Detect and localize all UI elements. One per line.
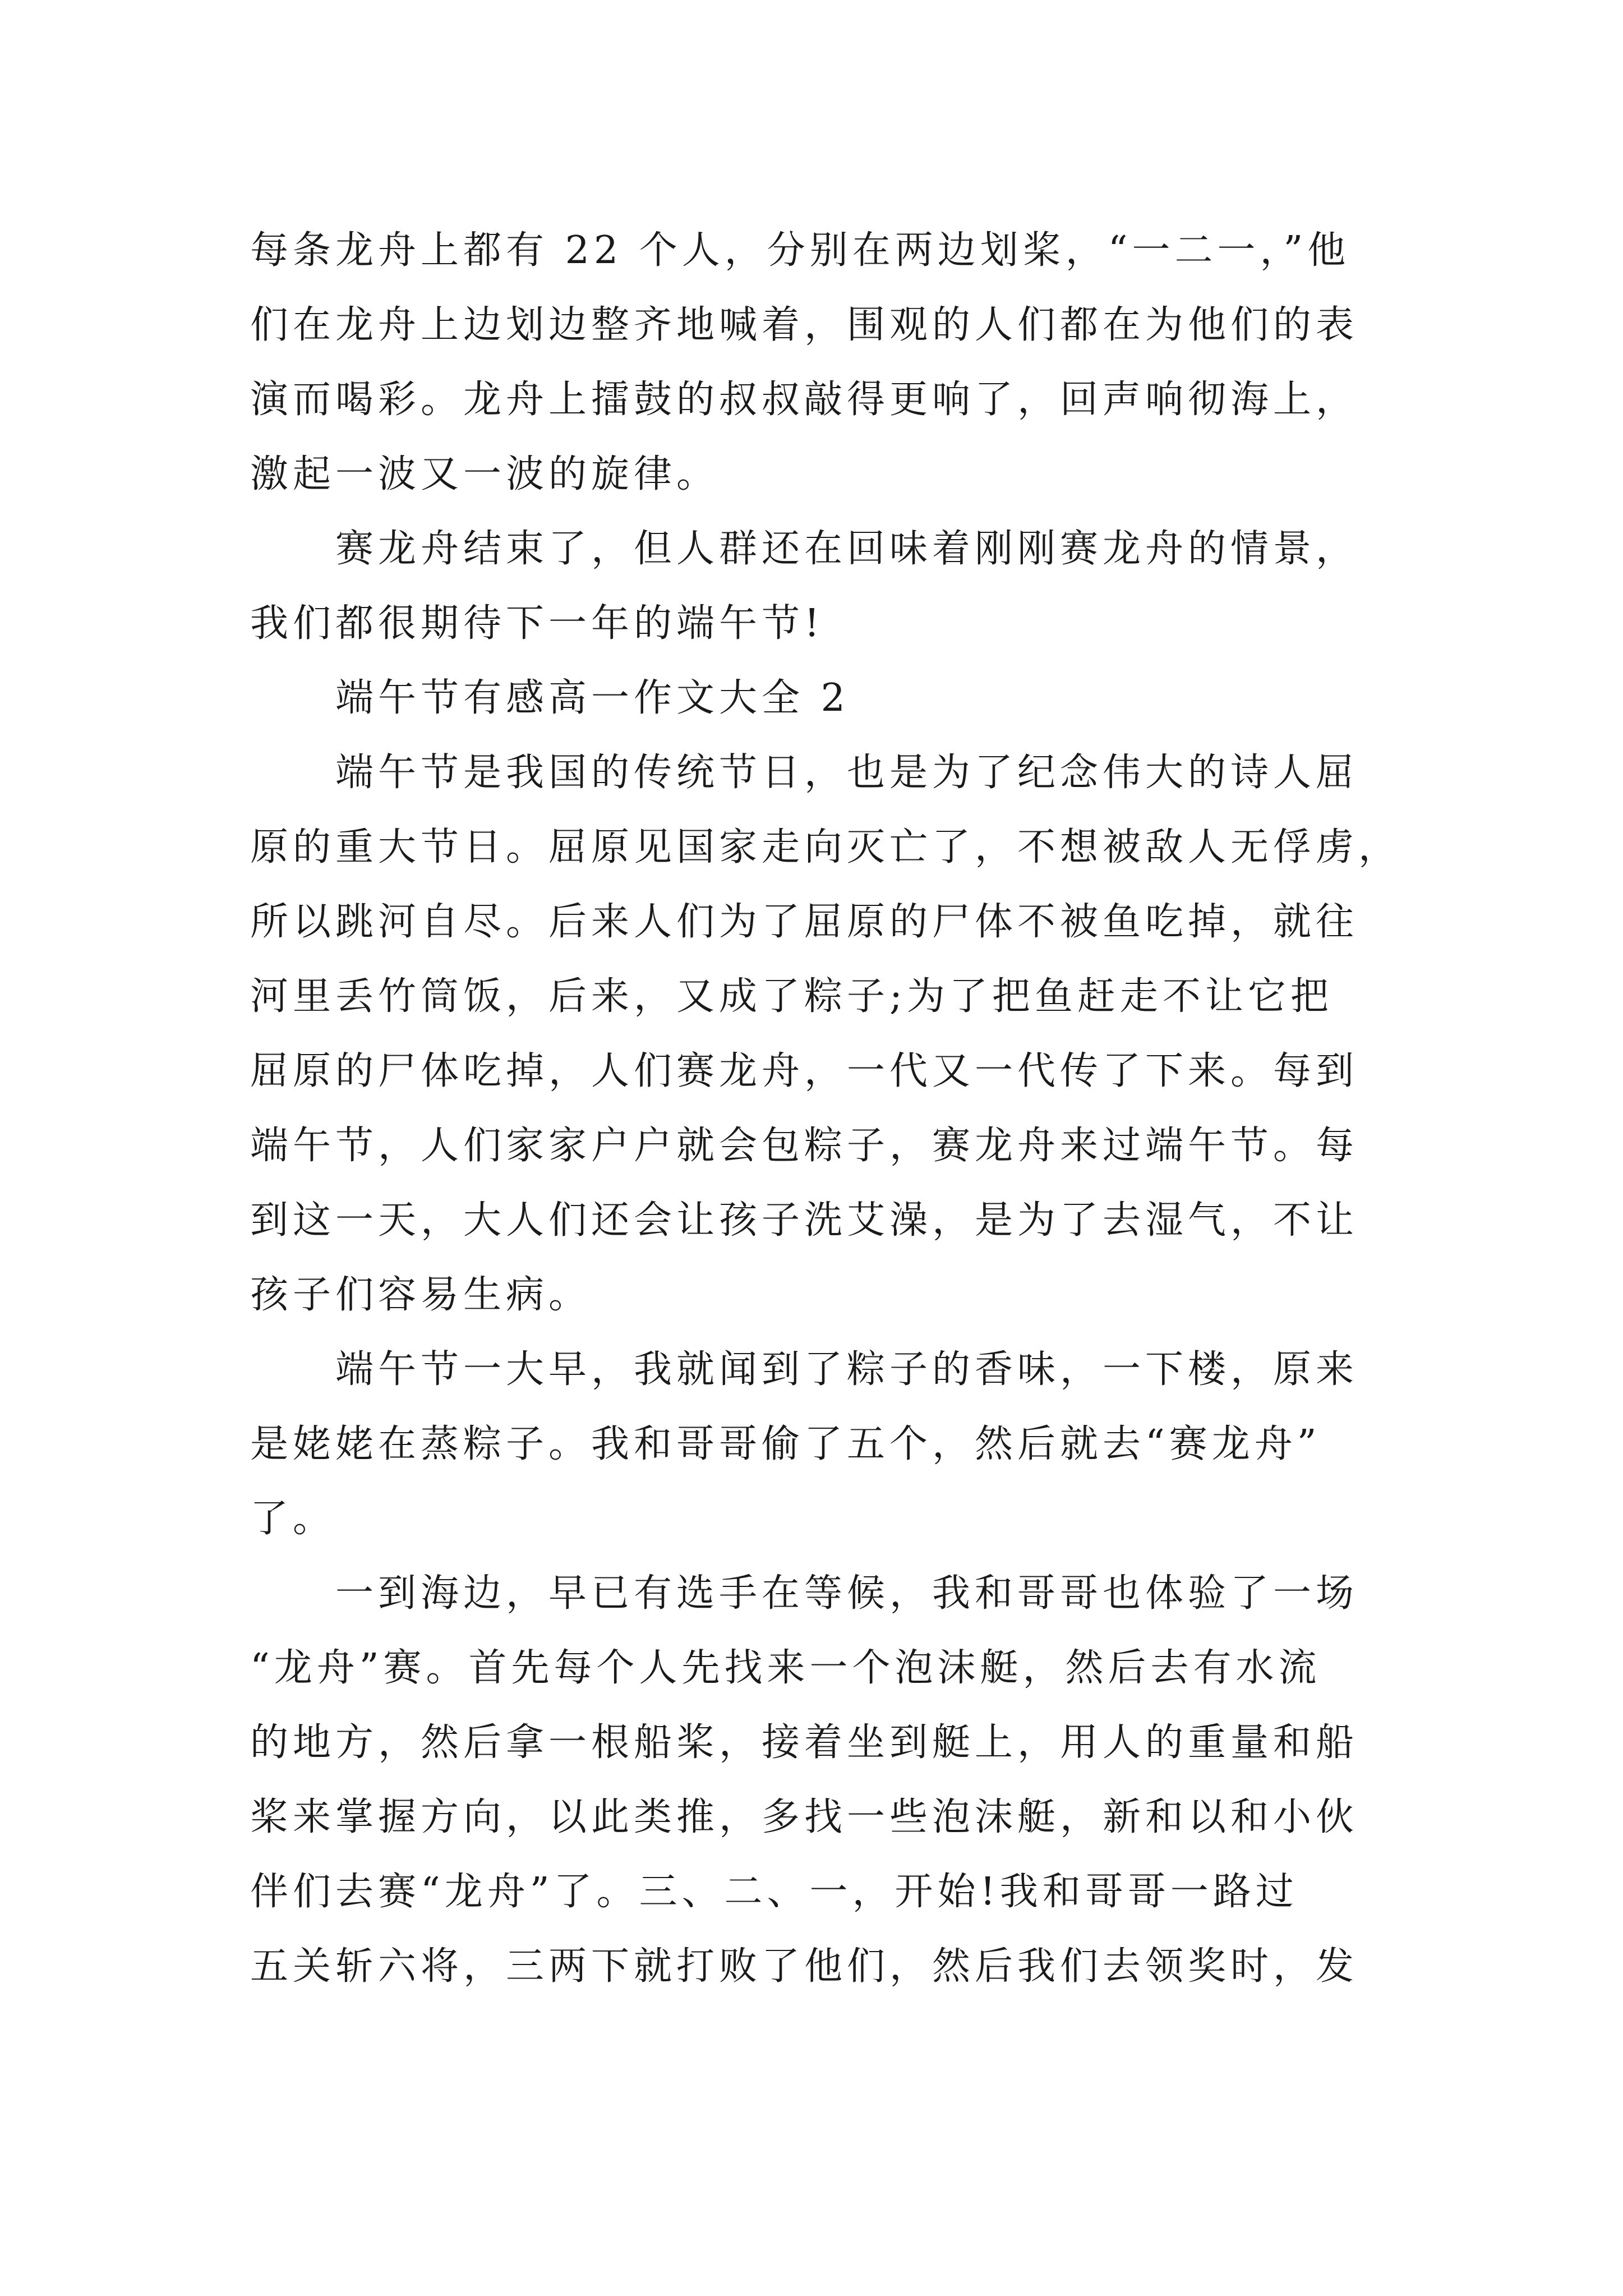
paragraph-start-line: 赛龙舟结束了，但人群还在回味着刚刚赛龙舟的情景， [335,527,1359,571]
paragraph-start-line: 一到海边，早已有选手在等候，我和哥哥也体验了一场 [335,1571,1359,1616]
text-line: 屈原的尸体吃掉，人们赛龙舟，一代又一代传了下来。每到 [250,1049,1359,1093]
text-line: 激起一波又一波的旋律。 [250,452,720,496]
text-line: 到这一天，大人们还会让孩子洗艾澡，是为了去湿气，不让 [250,1198,1359,1243]
text-line: 了。 [250,1497,336,1541]
text-line: 每条龙舟上都有 22 个人，分别在两边划桨，“一二一，”他 [250,228,1350,273]
text-line: 孩子们容易生病。 [250,1273,592,1317]
text-line: 演而喝彩。龙舟上擂鼓的叔叔敲得更响了，回声响彻海上， [250,378,1359,422]
text-line: 伴们去赛“龙舟”了。三、二、一，开始!我和哥哥一路过 [250,1870,1298,1914]
text-line: 是姥姥在蒸粽子。我和哥哥偷了五个，然后就去“赛龙舟” [250,1422,1321,1466]
text-line: 的地方，然后拿一根船桨，接着坐到艇上，用人的重量和船 [250,1720,1359,1765]
text-line: 们在龙舟上边划边整齐地喊着，围观的人们都在为他们的表 [250,303,1359,347]
document-body [250,213,1401,2004]
text-line: 我们都很期待下一年的端午节! [250,601,824,646]
section-heading: 端午节有感高一作文大全 2 [335,676,850,720]
text-line: 所以跳河自尽。后来人们为了屈原的尸体不被鱼吃掉，就往 [250,900,1359,944]
text-line: 桨来掌握方向，以此类推，多找一些泡沫艇，新和以和小伙 [250,1795,1359,1839]
text-line: 河里丢竹筒饭，后来，又成了粽子;为了把鱼赶走不让它把 [250,974,1333,1019]
text-line: 原的重大节日。屈原见国家走向灭亡了，不想被敌人无俘虏， [250,825,1401,869]
paragraph-start-line: 端午节一大早，我就闻到了粽子的香味，一下楼，原来 [335,1347,1359,1392]
paragraph-start-line: 端午节是我国的传统节日，也是为了纪念伟大的诗人屈 [335,751,1359,795]
text-line: “龙舟”赛。首先每个人先找来一个泡沫艇，然后去有水流 [250,1646,1321,1690]
text-line: 五关斩六将，三两下就打败了他们，然后我们去领奖时，发 [250,1944,1359,1989]
text-line: 端午节，人们家家户户就会包粽子，赛龙舟来过端午节。每 [250,1124,1359,1168]
